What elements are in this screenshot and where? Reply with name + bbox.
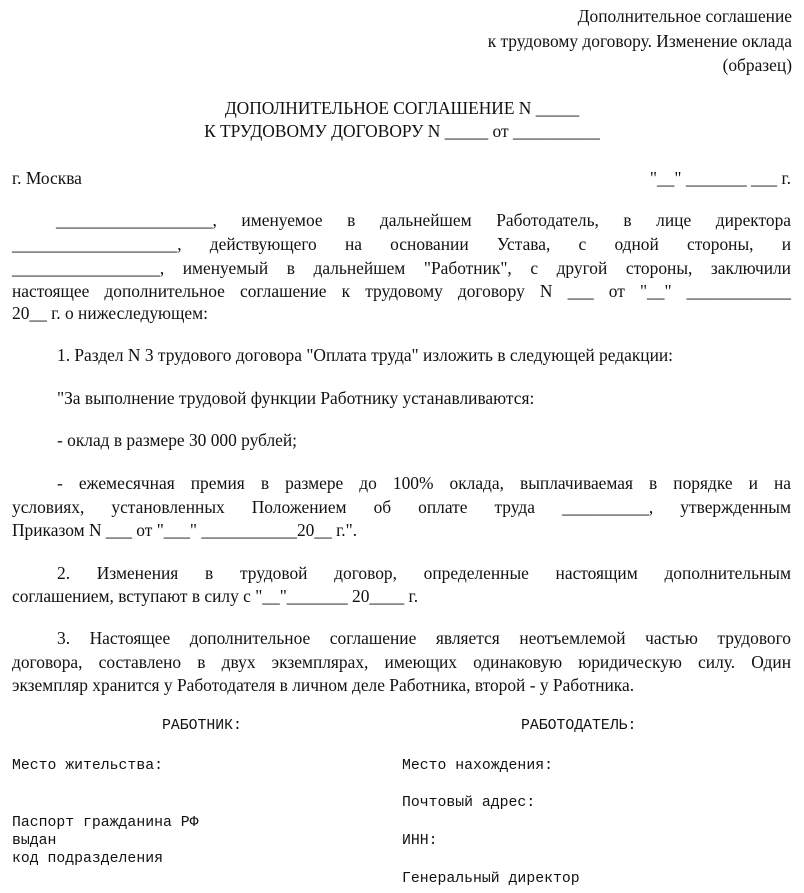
employee-passport: Паспорт гражданина РФ <box>12 815 199 831</box>
preamble-line-4: настоящее дополнительное соглашение к трудовому договору N ___ от "__" ____________ <box>12 281 791 301</box>
clause-1-bonus-line-2: условиях, установленных Положением об оплате труда __________, утвержденным <box>12 497 791 517</box>
employee-passport-issued: выдан <box>12 833 57 849</box>
clause-1-intro: 1. Раздел N 3 трудового договора "Оплата труда" изложить в следующей редакции: <box>57 345 674 365</box>
preamble-line-5: 20__ г. о нижеследующем: <box>12 303 208 323</box>
clause-3-line-2: договора, составлено в двух экземплярах, имеющих одинаковую юридическую силу. Один <box>12 652 791 672</box>
preamble-line-1: __________________, именуемое в дальнейшем Работодатель, в лице директора <box>56 210 791 230</box>
header-line-3: (образец) <box>722 55 792 75</box>
employer-inn: ИНН: <box>402 833 438 849</box>
title-line-2: К ТРУДОВОМУ ДОГОВОРУ N _____ от __________ <box>204 121 600 141</box>
header-line-1: Дополнительное соглашение <box>577 6 792 26</box>
title-line-1: ДОПОЛНИТЕЛЬНОЕ СОГЛАШЕНИЕ N _____ <box>224 98 580 118</box>
preamble-line-3: _________________, именуемый в дальнейшем "Работник", с другой стороны, заключили <box>12 258 791 278</box>
employer-heading: РАБОТОДАТЕЛЬ: <box>521 718 637 734</box>
employer-postal-address: Почтовый адрес: <box>402 795 536 811</box>
header-line-2: к трудовому договору. Изменение оклада <box>487 31 792 51</box>
clause-2-line-1: 2. Изменения в трудовой договор, определенные настоящим дополнительным <box>57 563 791 583</box>
clause-1-bonus-line-3: Приказом N ___ от "___" ___________20__ г.". <box>12 520 358 540</box>
clause-1-bonus-line-1: - ежемесячная премия в размере до 100% оклада, выплачиваемая в порядке и на <box>57 473 791 493</box>
clause-3-line-1: 3. Настоящее дополнительное соглашение является неотъемлемой частью трудового <box>57 628 791 648</box>
agreement-date: "__" _______ ___ г. <box>649 168 791 188</box>
clause-2-line-2: соглашением, вступают в силу с "__"_______ 20____ г. <box>12 586 419 606</box>
employee-division-code: код подразделения <box>12 851 163 867</box>
employee-heading: РАБОТНИК: <box>162 718 242 734</box>
employee-residence: Место жительства: <box>12 758 163 774</box>
clause-1-quote: "За выполнение трудовой функции Работнику устанавливаются: <box>57 388 535 408</box>
employer-director: Генеральный директор <box>402 871 580 887</box>
clause-3-line-3: экземпляр хранится у Работодателя в личном деле Работника, второй - у Работника. <box>12 675 635 695</box>
clause-1-salary: - оклад в размере 30 000 рублей; <box>57 430 298 450</box>
preamble-line-2: ___________________, действующего на основании Устава, с одной стороны, и <box>12 234 791 254</box>
city: г. Москва <box>12 168 82 188</box>
employer-location: Место нахождения: <box>402 758 553 774</box>
